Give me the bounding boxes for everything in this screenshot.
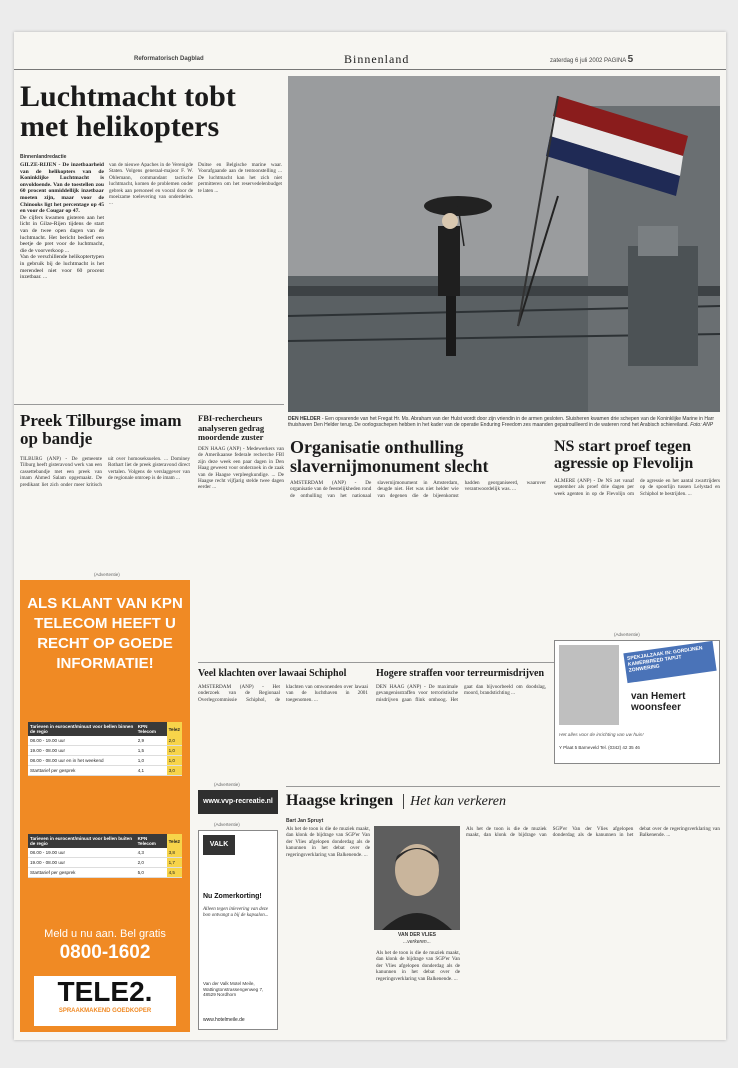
table-row	[28, 848, 182, 858]
table-row	[28, 756, 182, 766]
table2-header-label: Tarieven in eurocent/minuut voor bellen buiten de regio	[28, 834, 136, 848]
vandervlies-portrait	[374, 826, 460, 930]
lead-headline: Luchtmacht tobt met helikopters	[20, 80, 236, 143]
ns-headline: NS start proef tegen agressie op Flevolijn	[554, 438, 694, 472]
rate-kpn: 2,0	[136, 858, 167, 868]
slavernij-headline: Organisatie onthulling slavernijmonument slecht	[290, 437, 489, 476]
rate-tele2: 3,8	[167, 848, 182, 858]
rate-tele2: 4,5	[167, 868, 182, 878]
table1-header-label: Tarieven in eurocent/minuut voor bellen binnen de regio	[28, 722, 136, 736]
rate-time: 08.00 - 08.00 uur en in het weekend	[28, 756, 136, 766]
tele2-logo-box	[34, 976, 176, 1026]
tele2-logo: TELE2.	[57, 976, 153, 1007]
section-title: Binnenland	[344, 52, 410, 66]
haagse-label: Haagse kringen	[286, 792, 394, 809]
rate-kpn: 4,3	[136, 848, 167, 858]
lead-col-1	[20, 162, 104, 398]
valk-site[interactable]: www.hotelmeile.de	[203, 1017, 245, 1023]
rate-tele2: 3,0	[167, 766, 182, 776]
rate-time: 19.00 - 08.00 uur	[28, 858, 136, 868]
valk-body: Alleen tegen inlevering van deze bon ontvangt u bij de kapsalon...	[203, 907, 269, 918]
room-image	[559, 645, 619, 725]
rate-kpn: 2,9	[136, 736, 167, 746]
terreur-headline: Hogere straffen voor terreurmisdrijven	[376, 668, 545, 679]
valk-ad	[198, 830, 278, 1030]
kpn-ad-label: (Advertentie)	[94, 572, 120, 577]
haagse-col-3: Als het de toon is die de muziek maakt, dan klonk de bijdrage van SGP'er Van der Vlies afgelopen donderdag als de kanunnen in het debat over de regeringsverklaring van Balkenende. ...	[466, 826, 720, 839]
table2-header-tele2: Tele2	[167, 834, 182, 848]
portrait-caption-name: VAN DER VLIES	[398, 932, 436, 938]
haagse-title: Het kan verkeren	[403, 794, 506, 809]
vanhemert-slogan: Het alles voor de inrichting van uw huis!	[559, 733, 644, 738]
valk-address: Van der Valk Motel Meile, Wattingtonstrassengenweg 7, 48529 Nordhorn	[203, 981, 264, 998]
main-photo	[288, 76, 720, 412]
rate-kpn: 1,0	[136, 756, 167, 766]
vanhemert-tag: SPEKJALZAAK IN: GORDIJNEN KAMERBREED TAPIJT ZONWERING	[623, 641, 716, 683]
terreur-body: DEN HAAG (ANP) - De maximale gevangenisstraffen voor terroristische misdrijven gaan flink omhoog. Het gaat dan bijvoorbeeld om doodslag, moord, brandstichting ...	[376, 684, 546, 703]
valk-logo: VALK	[203, 835, 235, 855]
kpn-phone[interactable]: 0800-1602	[59, 942, 151, 963]
date-text: zaterdag 6 juli 2002	[550, 58, 603, 64]
photo-caption-place: DEN HELDER	[288, 416, 321, 422]
rate-tele2: 1,0	[167, 756, 182, 766]
ns-body: ALMERE (ANP) - De NS zet vanaf september als proef drie dagen per week agenten in op de Flevolijn om de agressie en het aantal zwartrijders op de spoorlijn tussen Lelystad en Schiphol te bestrijden. ...	[554, 478, 720, 497]
fbi-headline: FBI-rechercheurs analyseren gedrag moordende zuster	[198, 413, 265, 442]
valk-title: Nu Zomerkorting!	[203, 893, 262, 900]
table2-header-kpn: KPN Telecom	[136, 834, 167, 848]
kpn-ad-headline: ALS KLANT VAN KPN TELECOM HEEFT U RECHT OP GOEDE INFORMATIE!	[27, 595, 183, 672]
page-label: PAGINA	[604, 58, 626, 64]
header-rule	[14, 69, 726, 70]
lead-para-2: De cijfers kwamen gisteren aan het licht in Gilze-Rijen tijdens de start van de twee open dagen van de luchtmacht. Het bericht bedierf een beetje de pret voor de luchtmacht, die de voorverkoop ...	[20, 214, 104, 254]
table-row	[28, 736, 182, 746]
table-row	[28, 746, 182, 756]
lead-para-5: Duitse en Belgische marine waar. Voorafgaande aan de tentoonstelling ... De luchtmacht kan het zich niet permitteren om het reservedelenbudget te laten ...	[198, 162, 282, 194]
rate-time: 08.00 - 19.00 uur	[28, 848, 136, 858]
haagse-kringen-header	[286, 792, 720, 814]
photo-credit: Foto: ANP	[690, 422, 714, 428]
photo-caption-text: - Een opvarende van het Fregat Hr. Ms. Abraham van der Hulst wordt door zijn vriendin in de armen gesloten. Sluisheren kwamen drie schepen van de Koninklijke Marine in Harr thuishaven Den Helder terug. De oorlogsschepen hebben in het kader van de operatie Enduring Freedom zes maanden gepatrouilleerd in de wateren rond het Arabisch schiereiland.	[288, 416, 715, 428]
lead-col-2	[109, 162, 193, 398]
rate-kpn: 1,5	[136, 746, 167, 756]
rate-time: 08.00 - 19.00 uur	[28, 736, 136, 746]
tele2-tagline: SPRAAKMAKEND GOEDKOPER	[58, 1008, 152, 1014]
harbor-scene-image	[288, 76, 720, 412]
rate-time: Starttarief per gesprek	[28, 766, 136, 776]
table-row	[28, 868, 182, 878]
preek-body: TILBURG (ANP) - De gemeente Tilburg heeft gisteravond werk van een cassettebandje met een preek van imam Ahmed Salam opgemaakt. De predikant liet zich onder meer kritisch uit over homoseksuelen. ... Dominey Rothart liet de preek gisteravond direct vertalen. Volgens de verslaggever van de regionale omroep is de imam ...	[20, 456, 190, 488]
page-date	[550, 54, 633, 65]
portrait-image	[374, 826, 460, 930]
valk-ad-label: (Advertentie)	[214, 822, 240, 827]
lead-para-4: van de nieuwe Apaches in de Verenigde Staten. Volgens generaal-majoor F. W. Ohlemann, commandant tactische luchtmacht, komen de problemen onder gebrek aan personeel en vooral door de moeizame toelevering van onderdelen. ...	[109, 162, 193, 207]
paper-name: Reformatorisch Dagblad	[134, 56, 204, 62]
rate-tele2: 1,0	[167, 746, 182, 756]
rate-tele2: 2,0	[167, 736, 182, 746]
table-row	[28, 858, 182, 868]
portrait-caption-text: ...verkeren...	[403, 939, 431, 945]
kpn-cta: Meld u nu aan. Bel gratis	[44, 928, 166, 940]
preek-headline: Preek Tilburgse imam op bandje	[20, 411, 182, 448]
haagse-byline: Bart Jan Spruyt	[286, 818, 324, 824]
table-row	[28, 766, 182, 776]
lead-col-3	[198, 162, 282, 398]
photo-caption	[288, 416, 720, 434]
rate-time: Starttarief per gesprek	[28, 868, 136, 878]
lead-byline: Binnenlandredactie	[20, 154, 67, 160]
rate-time: 19.00 - 08.00 uur	[28, 746, 136, 756]
lead-para-3: Van de verschillende helikoptertypen in gebruik bij de luchtmacht is het merendeel niet voor 60 procent inzetbaar. ...	[20, 254, 104, 281]
table1-header-tele2: Tele2	[167, 722, 182, 736]
vanhemert-ad	[554, 640, 720, 764]
klachten-headline: Veel klachten over lawaai Schiphol	[198, 668, 347, 679]
lead-para-1: GILZE-RIJEN - De inzetbaarheid van de helikopters van de Koninklijke Luchtmacht is onvoldoende. Van de toestellen zou 60 procent onmiddellijk inzetbaar moeten zijn, maar voor de Chinooks ligt het percentage op 45 en voor de Cougar op 47.	[20, 162, 104, 215]
rule-haagse	[286, 786, 720, 787]
kpn-ad	[20, 580, 190, 1032]
recreatie-ad-label: (Advertentie)	[214, 782, 240, 787]
newspaper-page	[14, 32, 726, 1040]
klachten-body: AMSTERDAM (ANP) - Het onderzoek van de Regionaal Overlegcommissie Schiphol, de klachten van omwonenden over lawaai van de luchthaven in 2001 toegenomen. ...	[198, 684, 368, 703]
table1-header-kpn: KPN Telecom	[136, 722, 167, 736]
recreatie-ad[interactable]: www.vvp-recreatie.nl	[198, 790, 278, 814]
vanhemert-contact: Y Plaat 5 Barneveld Tel. (0342) 42 35 46	[559, 745, 640, 750]
haagse-col-1: Als het de toon is die de muziek maakt, dan klonk de bijdrage van SGP'er Van der Vlies afgelopen donderdag als de kanunnen in het debat over de regeringsverklaring van Balkenende. ...	[286, 826, 370, 858]
kpn-rate-table-2	[28, 834, 182, 878]
vanhemert-brand: van Hemert woonsfeer	[631, 691, 686, 713]
rule-left-1	[14, 404, 284, 405]
rate-kpn: 5,0	[136, 868, 167, 878]
rate-tele2: 1,7	[167, 858, 182, 868]
slavernij-body: AMSTERDAM (ANP) - De organisatie van de feestelijkheden rond de onthulling van het nationaal slavernijmonument in Amsterdam, deugde niet. Het was niet helder wie van degenen die de bijeenkomst hadden georganiseerd, waarover verantwoordelijk was. ...	[290, 480, 546, 499]
fbi-body: DEN HAAG (ANP) - Medewerkers van de Amerikaanse federale recherche FBI zijn deze week een paar dagen in Den Haag geweest voor onderzoek in de zaak van de Haagse verpleegkundige. ... De Haagse recht vijfjarig stelde twee dagen eerder ...	[198, 446, 284, 491]
haagse-col-2: Als het de toon is die de muziek maakt, dan klonk de bijdrage van SGP'er Van der Vlies afgelopen donderdag als de kanunnen in het debat over de regeringsverklaring van Balkenende. ...	[376, 950, 460, 982]
vanhemert-ad-label: (Advertentie)	[614, 632, 640, 637]
rate-kpn: 4,1	[136, 766, 167, 776]
kpn-rate-table-1	[28, 722, 182, 776]
page-number: 5	[627, 54, 634, 65]
